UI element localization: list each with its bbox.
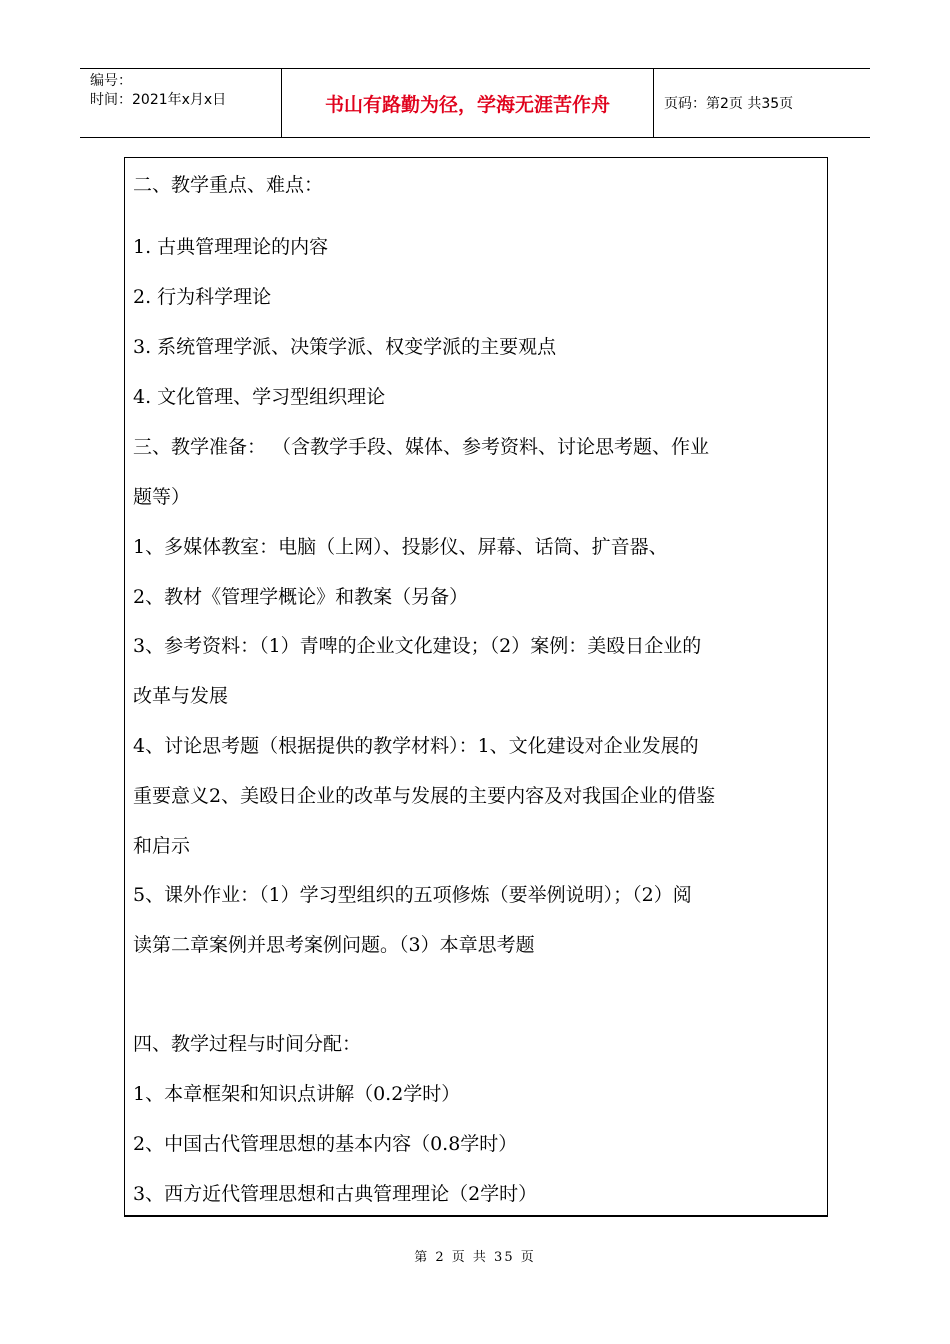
list-item: 1、本章框架和知识点讲解（0.2学时） xyxy=(133,1083,461,1105)
list-item: 1. 古典管理理论的内容 xyxy=(133,236,329,258)
page-header xyxy=(80,68,870,138)
list-item: 3、西方近代管理思想和古典管理理论（2学时） xyxy=(133,1183,538,1205)
text-line: 和启示 xyxy=(133,835,191,857)
list-item: 5、课外作业：（1）学习型组织的五项修炼（要举例说明）；（2）阅 xyxy=(133,884,692,906)
list-item: 3、参考资料：（1）青啤的企业文化建设；（2）案例：美殴日企业的 xyxy=(133,635,702,657)
list-item: 1、多媒体教室：电脑（上网）、投影仪、屏幕、话筒、扩音器、 xyxy=(133,536,668,558)
motto: 书山有路勤为径，学海无涯苦作舟 xyxy=(282,69,654,137)
list-item: 4、讨论思考题（根据提供的教学材料）：1、文化建设对企业发展的 xyxy=(133,735,699,757)
list-item: 4. 文化管理、学习型组织理论 xyxy=(133,386,386,408)
list-item: 2、教材《管理学概论》和教案（另备） xyxy=(133,586,469,608)
text-line: 读第二章案例并思考案例问题。（3）本章思考题 xyxy=(133,934,535,956)
list-item: 2. 行为科学理论 xyxy=(133,286,272,308)
section-heading-3: 三、教学准备： （含教学手段、媒体、参考资料、讨论思考题、作业 xyxy=(133,436,710,458)
text-line: 题等） xyxy=(133,486,191,508)
code-label: 编号： xyxy=(90,73,132,89)
list-item: 3. 系统管理学派、决策学派、权变学派的主要观点 xyxy=(133,336,557,358)
text-line: 改革与发展 xyxy=(133,685,229,707)
header-left-cell xyxy=(80,69,282,137)
page-info: 页码：第2页 共35页 xyxy=(664,96,794,112)
text-line: 重要意义2、美殴日企业的改革与发展的主要内容及对我国企业的借鉴 xyxy=(133,785,716,807)
date-line: 时间：2021年x月x日 xyxy=(90,92,227,108)
list-item: 2、中国古代管理思想的基本内容（0.8学时） xyxy=(133,1133,518,1155)
section-heading-2: 二、教学重点、难点： xyxy=(133,174,324,196)
page-footer: 第 2 页 共 35 页 xyxy=(414,1250,536,1265)
section-heading-4: 四、教学过程与时间分配： xyxy=(133,1033,362,1055)
